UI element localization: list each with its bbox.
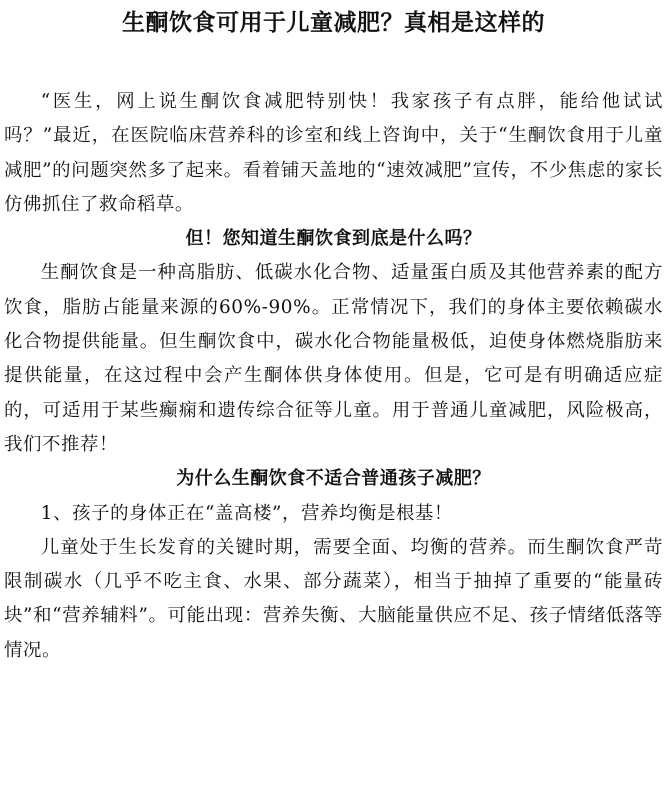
section-heading-why-not: 为什么生酮饮食不适合普通孩子减肥？: [176, 468, 491, 490]
paragraph-intro: “医生，网上说生酮饮食减肥特别快！我家孩子有点胖，能给他试试吗？”最近，在医院临床营养科的诊室和线上咨询中，关于“生酮饮食用于儿童减肥”的问题突然多了起来。看着铺天盖地的“速效减肥”宣传，不少焦虑的家长仿佛抓住了救命稻草。: [4, 91, 663, 215]
paragraph-point-1-heading: 1、孩子的身体正在“盖高楼”，营养均衡是根基！: [40, 502, 453, 524]
paragraph-point-1-body: 儿童处于生长发育的关键时期，需要全面、均衡的营养。而生酮饮食严苛限制碳水（几乎不吃主食、水果、部分蔬菜），相当于抽掉了重要的“能量砖块”和“营养辅料”。可能出现：营养失衡、大脑能量供应不足、孩子情绪低落等情况。: [4, 536, 663, 661]
section-heading-what-is: 但！您知道生酮饮食到底是什么吗？: [185, 228, 482, 250]
article-title: 生酮饮食可用于儿童减肥？真相是这样的: [122, 10, 545, 36]
paragraph-definition: 生酮饮食是一种高脂肪、低碳水化合物、适量蛋白质及其他营养素的配方饮食，脂肪占能量来源的60%-90%。正常情况下，我们的身体主要依赖碳水化合物提供能量。但生酮饮食中，碳水化合物能量极低，迫使身体燃烧脂肪来提供能量，在这过程中会产生酮体供身体使用。但是，它可是有明确适应症的，可适用于某些癫痫和遗传综合征等儿童。用于普通儿童减肥，风险极高，我们不推荐！: [4, 262, 663, 455]
title-spacer: [4, 40, 663, 85]
